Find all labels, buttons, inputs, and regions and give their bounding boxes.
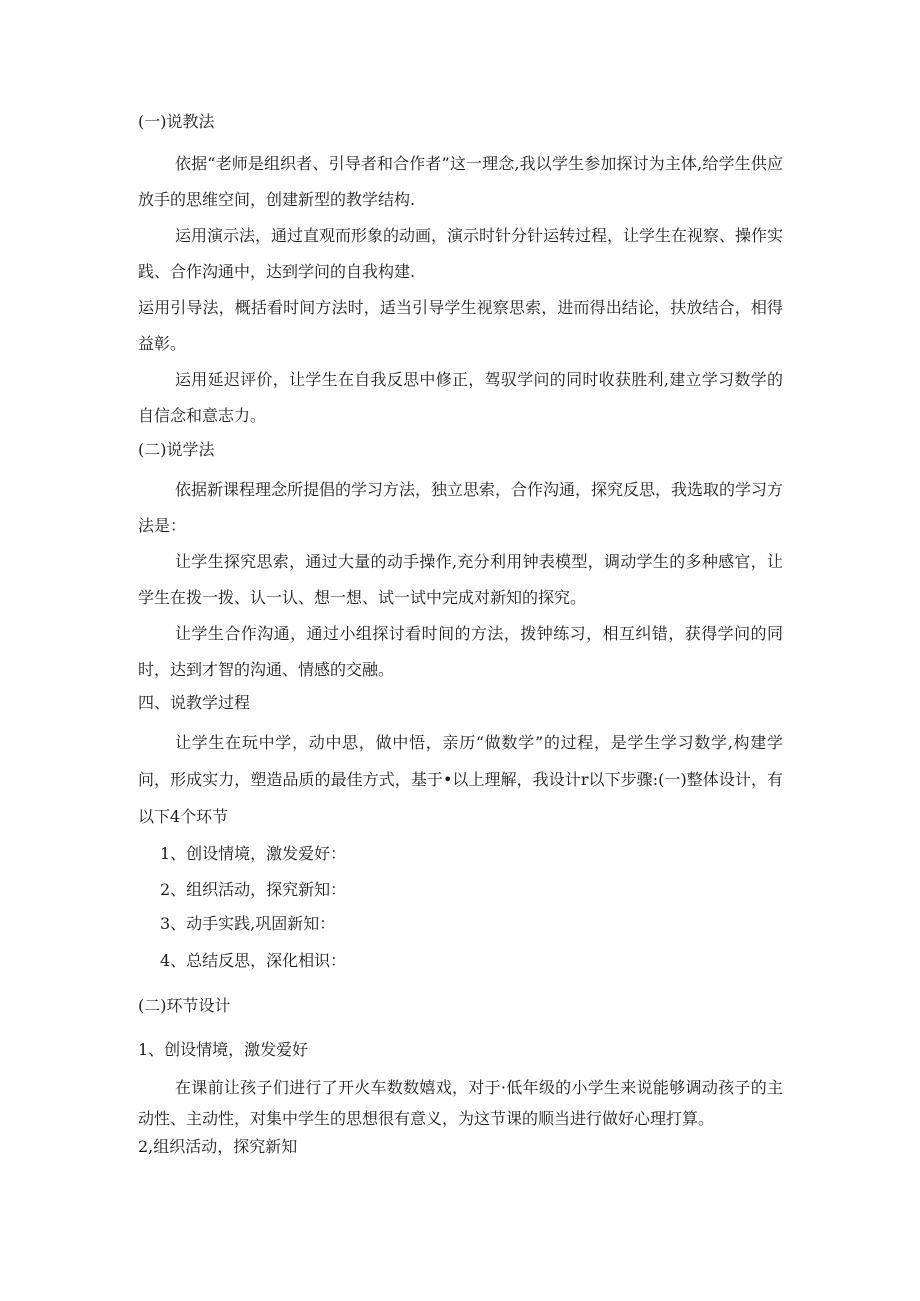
section-heading-learning-method: (二)说学法 [138, 440, 215, 459]
paragraph: 运用演示法，通过直观而形象的动画，演示时针分针运转过程，让学生在视察、操作实践、合作沟通中，达到学问的自我构建. [138, 226, 784, 281]
subheading: 1、创设情境，激发爱好 [138, 1040, 309, 1059]
subheading: 2,组织活动，探究新知 [138, 1137, 298, 1156]
section-heading-teaching-method: (一)说教法 [138, 112, 215, 131]
list-item: 4、总结反思，深化相识： [160, 951, 347, 970]
section-heading-teaching-process: 四、说教学过程 [138, 693, 251, 712]
paragraph: 依据新课程理念所提倡的学习方法，独立思索，合作沟通，探究反思，我选取的学习方法是： [138, 480, 784, 535]
paragraph: 运用延迟评价，让学生在自我反思中修正，驾驭学问的同时收获胜利,建立学习数学的自信念和意志力。 [138, 370, 783, 425]
list-item: 3、动手实践,巩固新知： [160, 914, 336, 933]
list-item: 2、组织活动，探究新知： [160, 880, 347, 899]
list-item: 1、创设情境，激发爱好： [160, 844, 347, 863]
paragraph: 在课前让孩子们进行了开火车数数嬉戏，对于·低年级的小学生来说能够调动孩子的主动性、主动性，对集中学生的思想很有意义，为这节课的顺当进行做好心理打算。 [138, 1078, 783, 1128]
paragraph: 让学生合作沟通，通过小组探讨看时间的方法，拨钟练习，相互纠错，获得学问的同时，达到才智的沟通、情感的交融。 [138, 624, 783, 679]
section-heading-stage-design: (二)环节设计 [138, 996, 231, 1015]
paragraph: 让学生在玩中学，动中思，做中悟，亲历“做数学”的过程，是学生学习数学,构建学问，形成实力，塑造品质的最佳方式，基于•以上理解，我设计r以下步骤:(一)整体设计，有以下4个环节 [138, 733, 783, 826]
paragraph: 依据“老师是组织者、引导者和合作者”这一理念,我以学生参加探讨为主体,给学生供应放手的思维空间，创建新型的教学结构. [138, 154, 783, 209]
paragraph: 让学生探究思索，通过大量的动手操作,充分利用钟表模型，调动学生的多种感官，让学生在拨一拨、认一认、想一想、试一试中完成对新知的探究。 [138, 552, 783, 607]
paragraph: 运用引导法，概括看时间方法时，适当引导学生视察思索，进而得出结论，扶放结合，相得益彰。 [138, 298, 783, 353]
